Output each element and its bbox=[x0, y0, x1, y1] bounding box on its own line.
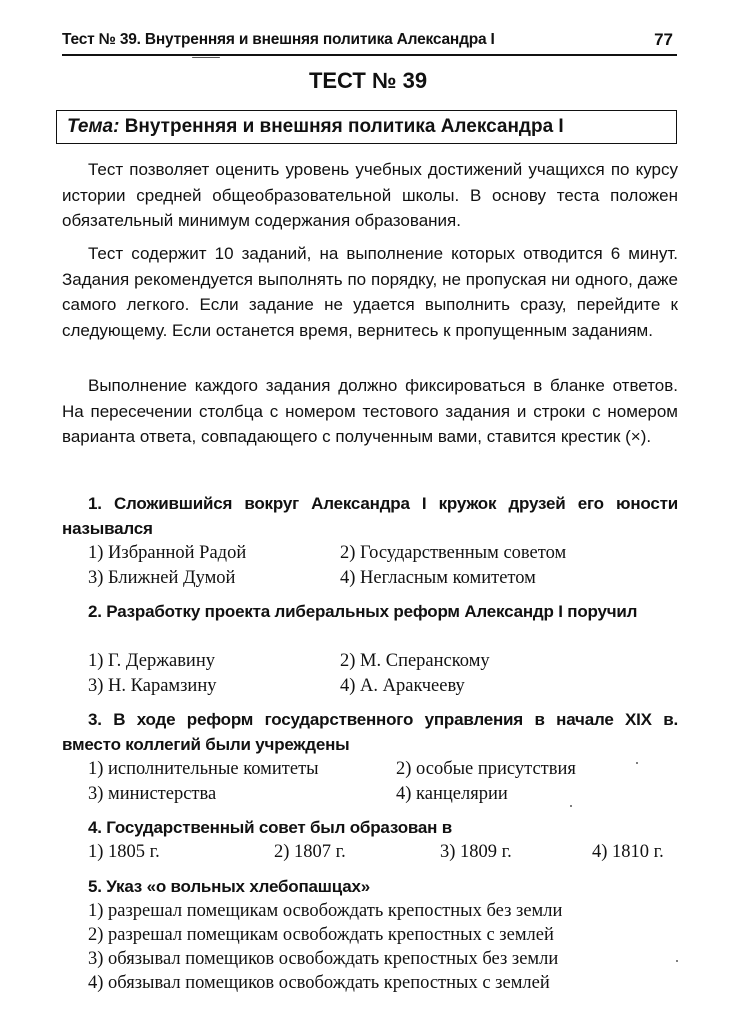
question-3-option-4: 4) канцелярии bbox=[396, 784, 508, 804]
topic-box bbox=[56, 110, 677, 144]
topic-text bbox=[67, 116, 564, 138]
intro-paragraph-1 bbox=[62, 157, 678, 234]
question-1 bbox=[62, 491, 678, 541]
intro-text-2: Тест содержит 10 заданий, на выполнение которых отводится 6 минут. Задания рекомендуется выполнять по порядку, не пропуская ни одного, даже самого легкого. Если задание не удается выполнить сразу, перейдите к следующему. Если останется время, вернитесь к пропущенным заданиям. bbox=[62, 244, 678, 340]
question-1-option-3: 3) Ближней Думой bbox=[88, 568, 236, 588]
question-5-option-4: 4) обязывал помещиков освобождать крепостных с землей bbox=[88, 973, 550, 993]
question-4-option-1: 1) 1805 г. bbox=[88, 842, 160, 862]
scan-speck bbox=[570, 805, 572, 807]
test-title: ТЕСТ № 39 bbox=[308, 68, 428, 93]
topic-label: Тема: bbox=[67, 116, 120, 137]
question-1-option-4: 4) Негласным комитетом bbox=[340, 568, 536, 588]
question-2-option-1: 1) Г. Державину bbox=[88, 651, 215, 671]
topic-value: Внутренняя и внешняя политика Александра I bbox=[124, 116, 564, 137]
question-5-option-3: 3) обязывал помещиков освобождать крепостных без земли bbox=[88, 949, 559, 969]
question-4-option-3: 3) 1809 г. bbox=[440, 842, 512, 862]
page-number: 77 bbox=[654, 30, 673, 49]
intro-paragraph-2 bbox=[62, 241, 678, 343]
question-5-option-1: 1) разрешал помещикам освобождать крепостных без земли bbox=[88, 901, 563, 921]
intro-paragraph-3 bbox=[62, 373, 678, 450]
question-2-option-4: 4) А. Аракчееву bbox=[340, 676, 465, 696]
scan-speck bbox=[636, 762, 638, 764]
question-3-text: 3. В ходе реформ государственного управления в начале XIX в. вместо коллегий были учреждены bbox=[62, 710, 678, 754]
scan-speck bbox=[192, 57, 220, 58]
running-header bbox=[62, 30, 677, 56]
question-3 bbox=[62, 707, 678, 757]
intro-text-3: Выполнение каждого задания должно фиксироваться в бланке ответов. На пересечении столбца с номером тестового задания и строки с номером варианта ответа, совпадающего с полученным вами, ставится крестик (×). bbox=[62, 376, 678, 446]
question-4 bbox=[62, 815, 678, 840]
question-4-text: 4. Государственный совет был образован в bbox=[88, 818, 453, 837]
question-2 bbox=[62, 599, 678, 624]
question-1-text: 1. Сложившийся вокруг Александра I кружок друзей его юности назывался bbox=[62, 494, 678, 538]
question-4-option-4: 4) 1810 г. bbox=[592, 842, 664, 862]
question-5 bbox=[62, 874, 678, 899]
question-3-option-3: 3) министерства bbox=[88, 784, 217, 804]
question-3-option-2: 2) особые присутствия bbox=[396, 759, 576, 779]
question-4-option-2: 2) 1807 г. bbox=[274, 842, 346, 862]
running-title: Тест № 39. Внутренняя и внешняя политика Александра I bbox=[62, 31, 495, 48]
question-3-option-1: 1) исполнительные комитеты bbox=[88, 759, 319, 779]
question-2-text: 2. Разработку проекта либеральных реформ Александр I поручил bbox=[88, 602, 638, 621]
question-1-option-1: 1) Избранной Радой bbox=[88, 543, 247, 563]
question-5-text: 5. Указ «о вольных хлебопашцах» bbox=[88, 877, 370, 896]
scan-speck bbox=[676, 960, 678, 962]
question-5-option-2: 2) разрешал помещикам освобождать крепостных с землей bbox=[88, 925, 554, 945]
question-1-option-2: 2) Государственным советом bbox=[340, 543, 567, 563]
intro-text-1: Тест позволяет оценить уровень учебных достижений учащихся по курсу истории средней общеобразовательной школы. В основу теста положен обязательный минимум содержания образования. bbox=[62, 160, 678, 230]
question-2-option-2: 2) М. Сперанскому bbox=[340, 651, 490, 671]
question-2-option-3: 3) Н. Карамзину bbox=[88, 676, 217, 696]
